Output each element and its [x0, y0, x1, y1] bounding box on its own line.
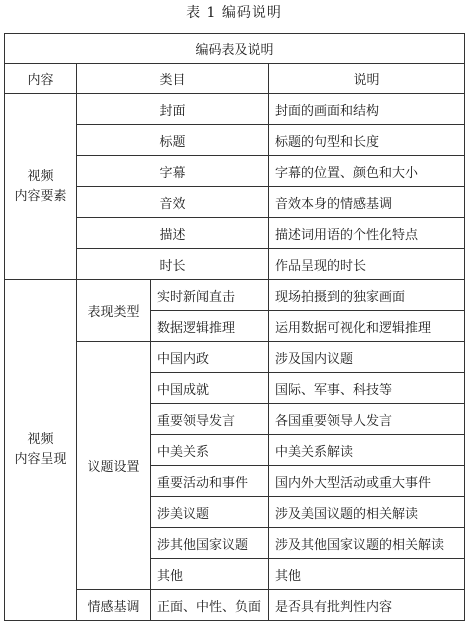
- description-cell: 涉及国内议题: [269, 342, 465, 373]
- category-cell: 实时新闻直击: [151, 280, 269, 311]
- category-cell: 字幕: [77, 156, 269, 187]
- description-cell: 标题的句型和长度: [269, 125, 465, 156]
- category-cell: 数据逻辑推理: [151, 311, 269, 342]
- description-cell: 涉及其他国家议题的相关解读: [269, 528, 465, 559]
- description-cell: 描述词用语的个性化特点: [269, 218, 465, 249]
- section-label-line1: 视频: [27, 168, 54, 184]
- category-cell: 正面、中性、负面: [151, 590, 269, 621]
- section-label-presentation: [5, 280, 77, 621]
- description-cell: 国际、军事、科技等: [269, 373, 465, 404]
- description-cell: 中美关系解读: [269, 435, 465, 466]
- category-cell: 涉其他国家议题: [151, 528, 269, 559]
- category-cell: 描述: [77, 218, 269, 249]
- category-cell: 音效: [77, 187, 269, 218]
- description-cell: 封面的画面和结构: [269, 94, 465, 125]
- description-cell: 国内外大型活动或重大事件: [269, 466, 465, 497]
- description-cell: 其他: [269, 559, 465, 590]
- description-cell: 音效本身的情感基调: [269, 187, 465, 218]
- header-content: 内容: [5, 64, 77, 94]
- category-cell: 封面: [77, 94, 269, 125]
- category-cell: 中美关系: [151, 435, 269, 466]
- category-cell: 时长: [77, 249, 269, 280]
- section-label-line2: 内容要素: [14, 188, 67, 204]
- description-cell: 现场拍摄到的独家画面: [269, 280, 465, 311]
- table-caption: 表 1 编码说明: [186, 5, 282, 21]
- table-title: 编码表及说明: [5, 34, 465, 64]
- description-cell: 作品呈现的时长: [269, 249, 465, 280]
- coding-table: [4, 33, 465, 621]
- section-label-line1: 视频: [27, 432, 54, 447]
- category-cell: 其他: [151, 559, 269, 590]
- category-cell: 中国内政: [151, 342, 269, 373]
- category-cell: 中国成就: [151, 373, 269, 404]
- header-category: 类目: [77, 64, 269, 94]
- category-cell: 重要活动和事件: [151, 466, 269, 497]
- description-cell: 运用数据可视化和逻辑推理: [269, 311, 465, 342]
- group-label: 表现类型: [77, 280, 151, 342]
- description-cell: 涉及美国议题的相关解读: [269, 497, 465, 528]
- header-description: 说明: [269, 64, 465, 94]
- description-cell: 是否具有批判性内容: [269, 590, 465, 621]
- group-label: 情感基调: [77, 590, 151, 621]
- category-cell: 涉美议题: [151, 497, 269, 528]
- group-label: 议题设置: [77, 342, 151, 590]
- section-label-line2: 内容呈现: [14, 452, 67, 467]
- category-cell: 标题: [77, 125, 269, 156]
- description-cell: 字幕的位置、颜色和大小: [269, 156, 465, 187]
- category-cell: 重要领导发言: [151, 404, 269, 435]
- section-label-elements: [5, 94, 77, 280]
- description-cell: 各国重要领导人发言: [269, 404, 465, 435]
